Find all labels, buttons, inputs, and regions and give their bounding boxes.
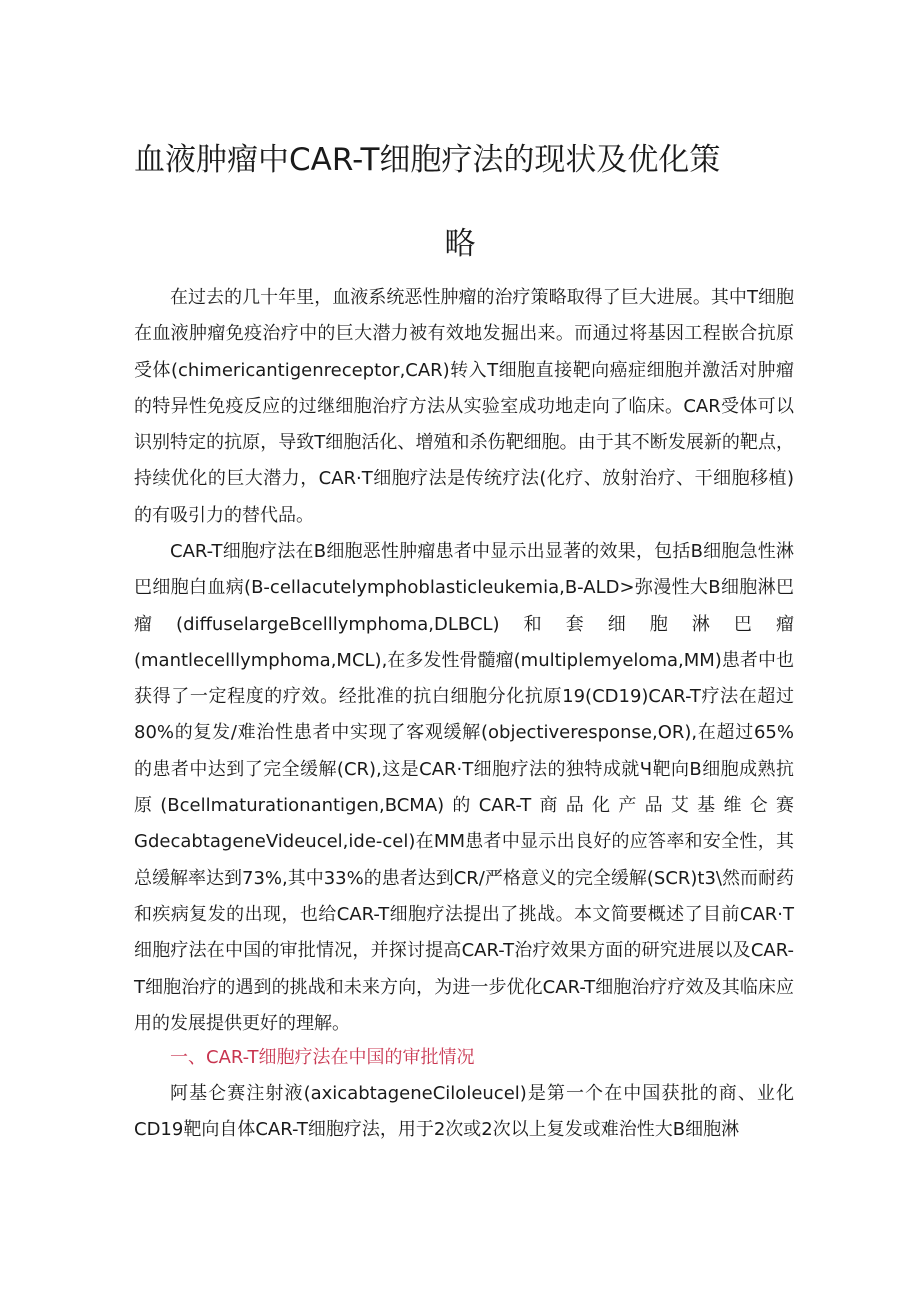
section-heading-approval: 一、CAR-T细胞疗法在中国的审批情况 — [170, 1047, 475, 1068]
intro-paragraph-block — [134, 280, 794, 534]
efficacy-paragraph: CAR-T细胞疗法在B细胞恶性肿瘤患者中显示出显著的效果，包括B细胞急性淋巴细胞白血病(B-cellacutelymphoblasticleukemia,B-ALD>弥漫性大B细胞淋巴瘤(diffuselargeBcelllymphoma,DLBCL)和套细胞淋巴瘤(mantlecelllymphoma,MCL),在多发性骨髓瘤(multiplemyeloma,MM)患者中也获得了一定程度的疗效。经批准的抗白细胞分化抗原19(CD19)CAR-T疗法在超过80%的复发/难治性患者中实现了客观缓解(objectiveresponse,OR),在超过65%的患者中达到了完全缓解(CR),这是CAR·T细胞疗法的独特成就Ч靶向B细胞成熟抗原(Bcellmaturationantigen,BCMA)的CAR-T商品化产品艾基维仑赛GdecabtageneVideucel,ide-cel)在MM患者中显示出良好的应答率和安全性，其总缓解率达到73%,其中33%的患者达到CR/严格意义的完全缓解(SCR)t3\然而耐药和疾病复发的出现，也给CAR-T细胞疗法提出了挑战。本文简要概述了目前CAR·T细胞疗法在中国的审批情况，并探讨提高CAR-T治疗效果方面的研究进展以及CAR-T细胞治疗的遇到的挑战和未来方向，为进一步优化CAR-T细胞治疗疗效及其临床应用的发展提供更好的理解。 — [134, 541, 794, 1034]
efficacy-paragraph-block — [134, 534, 794, 1042]
intro-paragraph: 在过去的几十年里，血液系统恶性肿瘤的治疗策略取得了巨大进展。其中T细胞在血液肿瘤免疫治疗中的巨大潜力被有效地发掘出来。而通过将基因工程嵌合抗原受体(chimericantigenreceptor,CAR)转入T细胞直接靶向癌症细胞并激活对肿瘤的特异性免疫反应的过继细胞治疗方法从实验室成功地走向了临床。CAR受体可以识别特定的抗原，导致T细胞活化、增殖和杀伤靶细胞。由于其不断发展新的靶点，持续优化的巨大潜力，CAR·T细胞疗法是传统疗法(化疗、放射治疗、干细胞移植)的有吸引力的替代品。 — [134, 287, 794, 526]
approval-paragraph-block — [134, 1076, 794, 1149]
document-title-line-2: 略 — [444, 226, 476, 262]
approval-paragraph: 阿基仑赛注射液(axicabtageneCiloleucel)是第一个在中国获批的商、业化CD19靶向自体CAR-T细胞疗法，用于2次或2次以上复发或难治性大B细胞淋 — [134, 1083, 794, 1141]
document-title-line-1: 血液肿瘤中CAR-T细胞疗法的现状及优化策 — [134, 142, 721, 178]
